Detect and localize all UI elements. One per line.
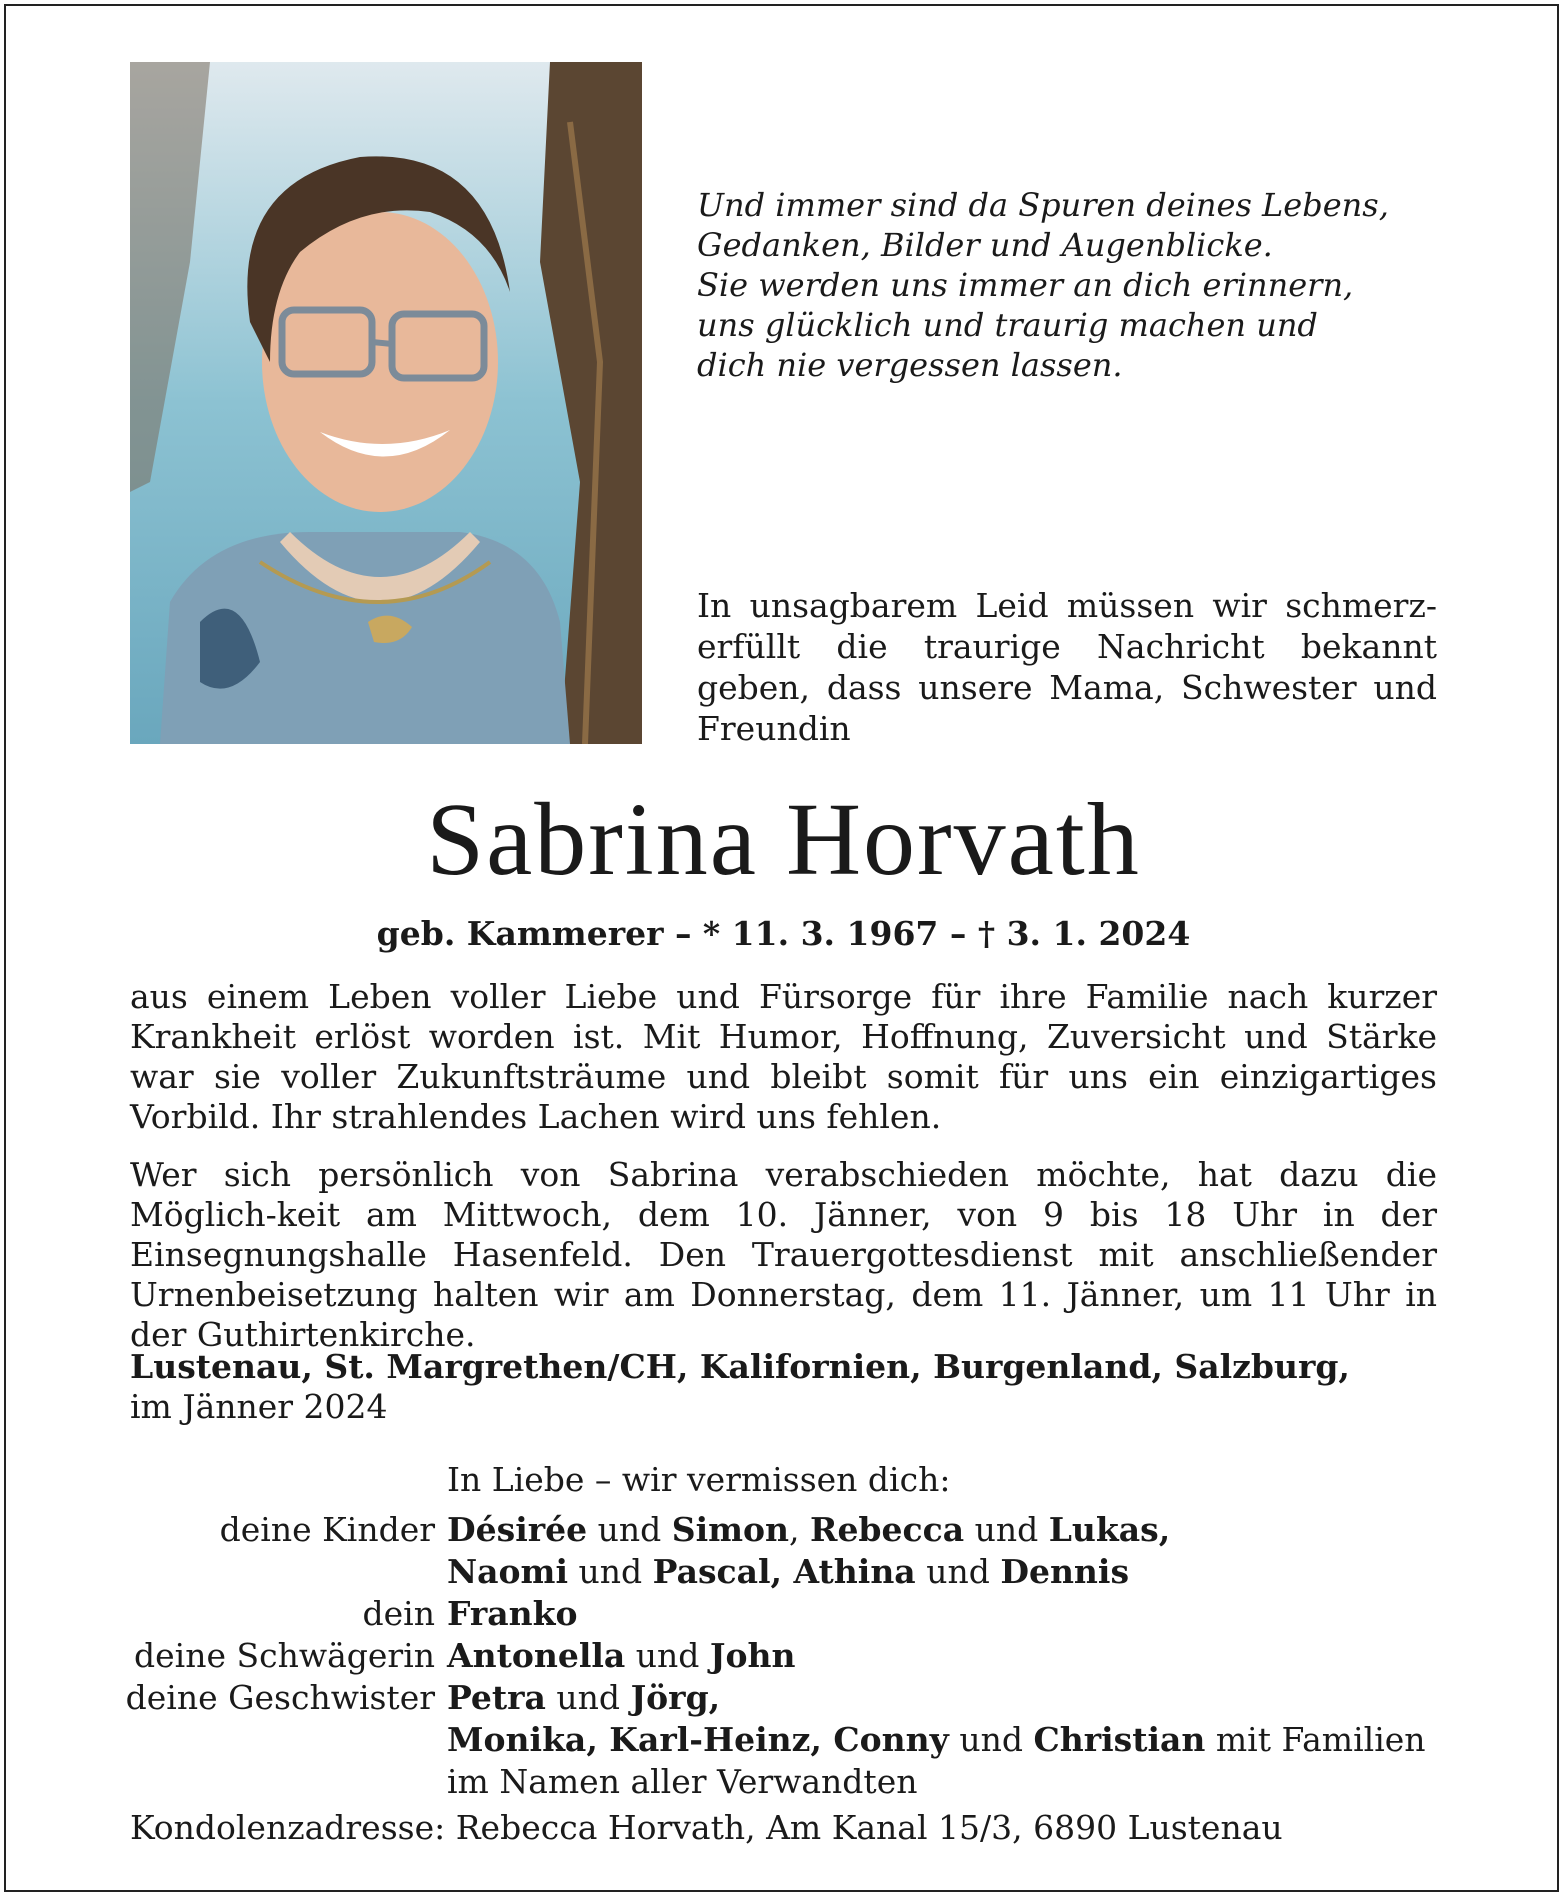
family-names: Petra und Jörg, — [447, 1678, 721, 1717]
poem-line: Gedanken, Bilder und Augenblicke. — [697, 226, 1273, 264]
portrait-photo — [130, 62, 642, 744]
relation-label: dein — [362, 1594, 435, 1633]
family-names: Naomi und Pascal, Athina und Dennis — [447, 1552, 1130, 1591]
family-list — [90, 1509, 1450, 1803]
poem-line: Und immer sind da Spuren deines Lebens, — [697, 186, 1389, 224]
deceased-name: Sabrina Horvath — [426, 782, 1141, 897]
family-names: Franko — [447, 1594, 578, 1633]
memorial-poem — [697, 185, 1437, 385]
birth-death-dates: geb. Kammerer – * 11. 3. 1967 – † 3. 1. 2024 — [376, 914, 1191, 953]
family-names: Antonella und John — [447, 1636, 796, 1675]
poem-line: uns glücklich und traurig machen und — [697, 306, 1318, 344]
date-line: im Jänner 2024 — [130, 1387, 388, 1426]
signoff-line: In Liebe – wir vermissen dich: — [447, 1460, 951, 1499]
places-line: Lustenau, St. Margrethen/CH, Kalifornien, Burgenland, Salzburg, — [130, 1347, 1350, 1386]
poem-line: dich nie vergessen lassen. — [697, 346, 1123, 384]
family-names: Monika, Karl-Heinz, Conny und Christian mit Familien — [447, 1720, 1426, 1759]
family-row-partner — [90, 1593, 1450, 1635]
family-row-sister-in-law — [90, 1635, 1450, 1677]
funeral-details-paragraph: Wer sich persönlich von Sabrina verabschieden möchte, hat dazu die Möglich-keit am Mittwoch, dem 10. Jänner, von 9 bis 18 Uhr in der Einsegnungshalle Hasenfeld. Den Trauergottesdienst mit anschließender Urnenbeisetzung halten wir am Donnerstag, dem 11. Jänner, um 11 Uhr in der Guthirtenkirche. — [130, 1155, 1437, 1354]
family-row-siblings-cont — [90, 1719, 1450, 1761]
relation-label: deine Schwägerin — [134, 1636, 435, 1675]
family-row-children-cont — [90, 1551, 1450, 1593]
poem-line: Sie werden uns immer an dich erinnern, — [697, 266, 1354, 304]
family-row-siblings — [90, 1677, 1450, 1719]
family-names: Désirée und Simon, Rebecca und Lukas, — [447, 1510, 1171, 1549]
family-row-children — [90, 1509, 1450, 1551]
relation-label: deine Geschwister — [125, 1678, 435, 1717]
family-row-relatives — [90, 1761, 1450, 1803]
condolence-address: Kondolenzadresse: Rebecca Horvath, Am Kanal 15/3, 6890 Lustenau — [130, 1808, 1283, 1847]
relation-label: deine Kinder — [219, 1510, 435, 1549]
places-and-date — [130, 1347, 1437, 1427]
family-names: im Namen aller Verwandten — [447, 1762, 918, 1801]
body-paragraph: aus einem Leben voller Liebe und Fürsorge für ihre Familie nach kurzer Krankheit erlöst worden ist. Mit Humor, Hoffnung, Zuversicht und Stärke war sie voller Zukunftsträume und bleibt somit für uns ein einzigartiges Vorbild. Ihr strahlendes Lachen wird uns fehlen. — [130, 977, 1437, 1136]
intro-text: In unsagbarem Leid müssen wir schmerz-erfüllt die traurige Nachricht bekannt geben, dass unsere Mama, Schwester und Freundin — [697, 586, 1437, 748]
